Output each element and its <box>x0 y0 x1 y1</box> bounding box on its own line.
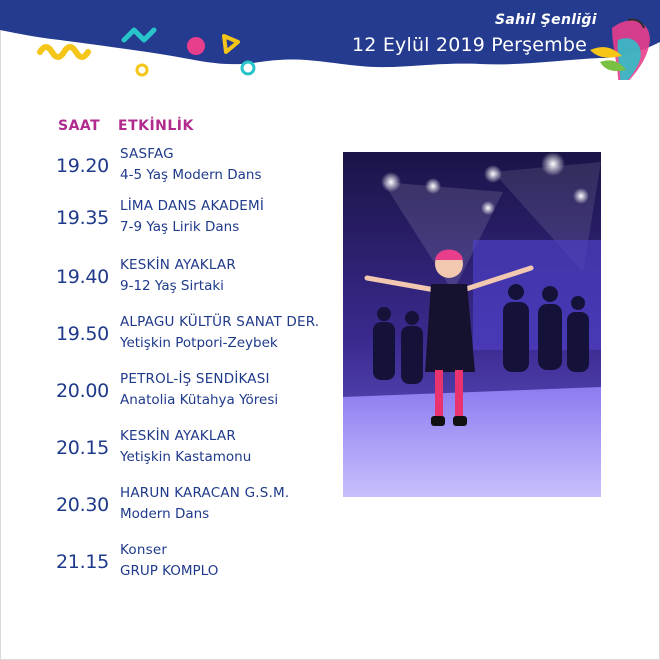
schedule-program: Anatolia Kütahya Yöresi <box>120 392 279 408</box>
schedule-organizer: KESKİN AYAKLAR <box>120 257 236 273</box>
column-header-time: SAAT <box>58 118 101 134</box>
schedule-organizer: KESKİN AYAKLAR <box>120 428 236 444</box>
schedule-time: 20.30 <box>56 494 109 516</box>
schedule-time: 20.00 <box>56 380 109 402</box>
stage-illustration <box>343 152 601 497</box>
schedule-program: Yetişkin Potpori-Zeybek <box>120 335 278 351</box>
schedule-program: 7-9 Yaş Lirik Dans <box>120 219 240 235</box>
schedule-program: 4-5 Yaş Modern Dans <box>120 167 262 183</box>
schedule-organizer: SASFAG <box>120 146 174 162</box>
schedule-organizer: Konser <box>120 542 168 558</box>
ring-teal-icon <box>242 62 254 74</box>
schedule-program: 9-12 Yaş Sirtaki <box>120 278 224 294</box>
schedule-row <box>0 257 340 303</box>
schedule-row <box>0 198 340 244</box>
schedule-organizer: PETROL-İŞ SENDİKASI <box>120 371 270 387</box>
dance-performance-photo <box>343 152 601 497</box>
schedule-time: 19.35 <box>56 207 109 229</box>
schedule-time: 19.20 <box>56 155 109 177</box>
schedule-organizer: HARUN KARACAN G.S.M. <box>120 485 290 501</box>
schedule-row <box>0 542 340 588</box>
schedule-time: 19.50 <box>56 323 109 345</box>
schedule-row <box>0 146 340 192</box>
schedule-row <box>0 485 340 531</box>
schedule-program: Yetişkin Kastamonu <box>120 449 252 465</box>
event-date: 12 Eylül 2019 Perşembe <box>352 34 588 56</box>
event-name: Sahil Şenliği <box>495 12 597 28</box>
header-banner <box>0 0 660 80</box>
schedule-time: 19.40 <box>56 266 109 288</box>
schedule-time: 21.15 <box>56 551 109 573</box>
schedule-row <box>0 314 340 360</box>
column-header-event: ETKİNLİK <box>118 118 194 134</box>
schedule-program: GRUP KOMPLO <box>120 563 219 579</box>
squiggle-yellow-icon <box>40 47 88 57</box>
circle-pink-icon <box>187 37 205 55</box>
schedule-organizer: ALPAGU KÜLTÜR SANAT DER. <box>120 314 320 330</box>
schedule-organizer: LİMA DANS AKADEMİ <box>120 198 265 214</box>
schedule-row <box>0 371 340 417</box>
schedule-program: Modern Dans <box>120 506 210 522</box>
schedule-time: 20.15 <box>56 437 109 459</box>
schedule-row <box>0 428 340 474</box>
circle-yellow-icon <box>137 65 147 75</box>
